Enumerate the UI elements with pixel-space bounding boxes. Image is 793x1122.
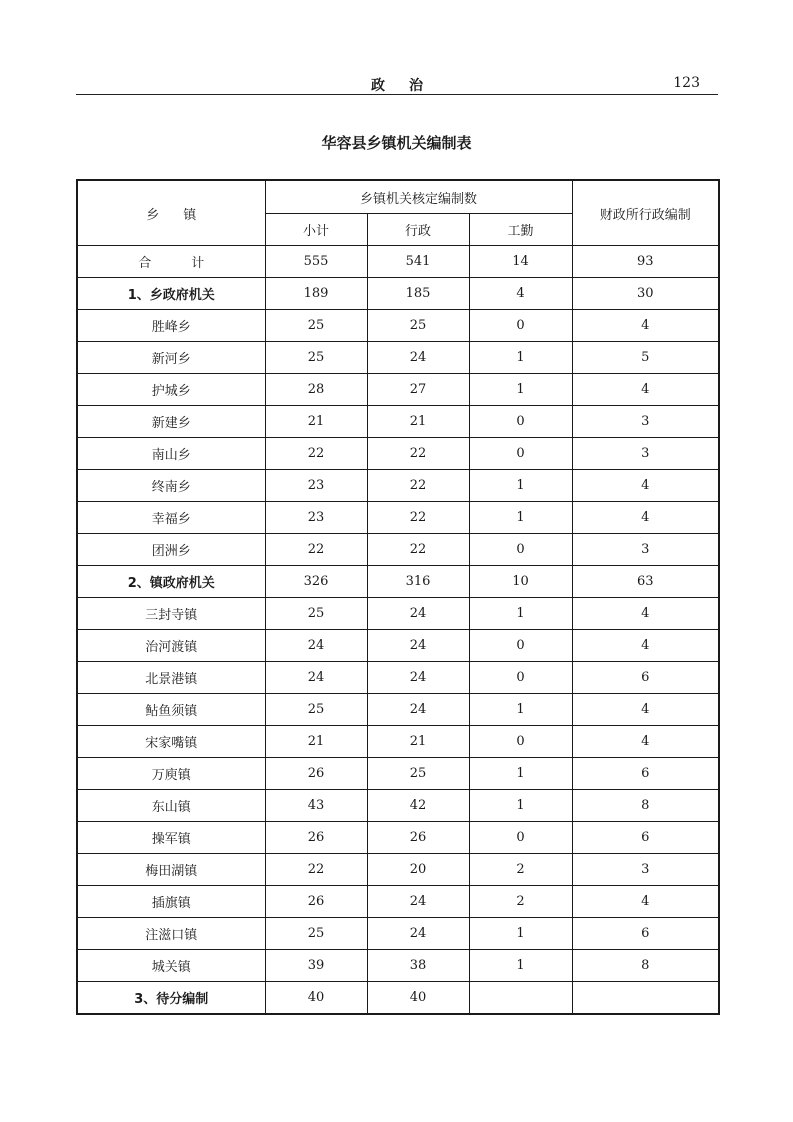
cell-workers: 14	[469, 246, 572, 278]
table-body	[77, 246, 719, 1015]
cell-workers: 10	[469, 566, 572, 598]
cell-township: 注滋口镇	[77, 918, 265, 950]
cell-admin: 38	[367, 950, 469, 982]
cell-township: 三封寺镇	[77, 598, 265, 630]
cell-workers: 1	[469, 790, 572, 822]
cell-subtotal: 25	[265, 694, 367, 726]
header-group-approved: 乡镇机关核定编制数	[265, 180, 572, 214]
cell-workers: 0	[469, 310, 572, 342]
cell-admin: 22	[367, 534, 469, 566]
cell-finance: 3	[572, 438, 719, 470]
cell-workers: 1	[469, 470, 572, 502]
cell-workers: 1	[469, 502, 572, 534]
cell-subtotal: 25	[265, 342, 367, 374]
cell-admin: 21	[367, 406, 469, 438]
cell-subtotal: 21	[265, 406, 367, 438]
cell-township: 宋家嘴镇	[77, 726, 265, 758]
cell-subtotal: 40	[265, 982, 367, 1015]
cell-township: 东山镇	[77, 790, 265, 822]
header-finance: 财政所行政编制	[572, 180, 719, 246]
cell-workers: 2	[469, 886, 572, 918]
cell-township: 幸福乡	[77, 502, 265, 534]
cell-workers: 0	[469, 662, 572, 694]
table-row	[77, 918, 719, 950]
cell-workers: 2	[469, 854, 572, 886]
cell-finance: 4	[572, 374, 719, 406]
cell-finance: 6	[572, 822, 719, 854]
cell-finance: 6	[572, 918, 719, 950]
cell-admin: 541	[367, 246, 469, 278]
table-row	[77, 278, 719, 310]
table-row	[77, 246, 719, 278]
cell-workers	[469, 982, 572, 1015]
header-admin: 行政	[367, 214, 469, 246]
cell-finance: 6	[572, 662, 719, 694]
cell-admin: 27	[367, 374, 469, 406]
cell-subtotal: 26	[265, 886, 367, 918]
cell-subtotal: 22	[265, 534, 367, 566]
cell-admin: 24	[367, 886, 469, 918]
cell-finance: 4	[572, 726, 719, 758]
cell-admin: 42	[367, 790, 469, 822]
cell-workers: 1	[469, 950, 572, 982]
cell-finance: 3	[572, 534, 719, 566]
cell-finance: 6	[572, 758, 719, 790]
cell-admin: 21	[367, 726, 469, 758]
table-row	[77, 502, 719, 534]
cell-finance: 63	[572, 566, 719, 598]
cell-subtotal: 189	[265, 278, 367, 310]
table-row	[77, 630, 719, 662]
table-row	[77, 758, 719, 790]
table-row	[77, 694, 719, 726]
table-row	[77, 982, 719, 1015]
cell-township: 新建乡	[77, 406, 265, 438]
cell-township: 操军镇	[77, 822, 265, 854]
cell-subtotal: 26	[265, 822, 367, 854]
cell-township: 鲇鱼须镇	[77, 694, 265, 726]
table-row	[77, 310, 719, 342]
cell-finance: 4	[572, 598, 719, 630]
cell-workers: 4	[469, 278, 572, 310]
cell-subtotal: 23	[265, 502, 367, 534]
cell-admin: 20	[367, 854, 469, 886]
cell-workers: 0	[469, 406, 572, 438]
cell-township: 合计	[77, 246, 265, 278]
cell-finance: 30	[572, 278, 719, 310]
section-title: 政治	[371, 78, 447, 94]
page-number: 123	[673, 75, 700, 91]
cell-subtotal: 326	[265, 566, 367, 598]
cell-subtotal: 21	[265, 726, 367, 758]
cell-admin: 22	[367, 438, 469, 470]
table-row	[77, 726, 719, 758]
table-title: 华容县乡镇机关编制表	[321, 134, 472, 152]
header-township: 乡镇	[77, 180, 265, 246]
cell-workers: 0	[469, 822, 572, 854]
cell-subtotal: 22	[265, 854, 367, 886]
table-row	[77, 886, 719, 918]
cell-admin: 25	[367, 758, 469, 790]
cell-admin: 185	[367, 278, 469, 310]
cell-finance: 5	[572, 342, 719, 374]
table-row	[77, 470, 719, 502]
cell-finance: 93	[572, 246, 719, 278]
cell-township: 万庾镇	[77, 758, 265, 790]
cell-subtotal: 24	[265, 662, 367, 694]
cell-township: 团洲乡	[77, 534, 265, 566]
cell-workers: 1	[469, 374, 572, 406]
cell-subtotal: 25	[265, 918, 367, 950]
cell-admin: 24	[367, 630, 469, 662]
cell-finance: 4	[572, 694, 719, 726]
header-workers: 工勤	[469, 214, 572, 246]
cell-finance: 4	[572, 310, 719, 342]
cell-subtotal: 43	[265, 790, 367, 822]
cell-finance: 8	[572, 790, 719, 822]
table-row	[77, 566, 719, 598]
cell-subtotal: 39	[265, 950, 367, 982]
cell-workers: 1	[469, 758, 572, 790]
cell-workers: 1	[469, 342, 572, 374]
table-row	[77, 662, 719, 694]
cell-subtotal: 25	[265, 598, 367, 630]
staffing-table	[76, 179, 720, 1015]
cell-finance: 4	[572, 470, 719, 502]
cell-township: 城关镇	[77, 950, 265, 982]
cell-township: 3、待分编制	[77, 982, 265, 1015]
cell-township: 胜峰乡	[77, 310, 265, 342]
table-row	[77, 854, 719, 886]
cell-admin: 24	[367, 598, 469, 630]
cell-subtotal: 28	[265, 374, 367, 406]
table-row	[77, 342, 719, 374]
table-row	[77, 374, 719, 406]
cell-township: 1、乡政府机关	[77, 278, 265, 310]
cell-township: 梅田湖镇	[77, 854, 265, 886]
cell-workers: 0	[469, 726, 572, 758]
cell-township: 2、镇政府机关	[77, 566, 265, 598]
cell-admin: 24	[367, 694, 469, 726]
table-row	[77, 598, 719, 630]
cell-finance: 4	[572, 886, 719, 918]
cell-subtotal: 24	[265, 630, 367, 662]
cell-subtotal: 26	[265, 758, 367, 790]
header-subtotal: 小计	[265, 214, 367, 246]
cell-admin: 24	[367, 662, 469, 694]
cell-workers: 1	[469, 598, 572, 630]
cell-admin: 316	[367, 566, 469, 598]
cell-admin: 22	[367, 502, 469, 534]
cell-finance: 4	[572, 502, 719, 534]
cell-township: 新河乡	[77, 342, 265, 374]
table-row	[77, 438, 719, 470]
cell-workers: 1	[469, 918, 572, 950]
table-row	[77, 790, 719, 822]
cell-admin: 40	[367, 982, 469, 1015]
cell-workers: 0	[469, 438, 572, 470]
cell-township: 南山乡	[77, 438, 265, 470]
cell-township: 护城乡	[77, 374, 265, 406]
cell-admin: 25	[367, 310, 469, 342]
cell-subtotal: 23	[265, 470, 367, 502]
cell-township: 北景港镇	[77, 662, 265, 694]
cell-finance	[572, 982, 719, 1015]
cell-township: 插旗镇	[77, 886, 265, 918]
cell-admin: 26	[367, 822, 469, 854]
cell-township: 治河渡镇	[77, 630, 265, 662]
cell-subtotal: 25	[265, 310, 367, 342]
table-row	[77, 406, 719, 438]
cell-subtotal: 555	[265, 246, 367, 278]
cell-finance: 8	[572, 950, 719, 982]
cell-finance: 3	[572, 854, 719, 886]
cell-workers: 0	[469, 534, 572, 566]
table-row	[77, 822, 719, 854]
cell-township: 终南乡	[77, 470, 265, 502]
cell-subtotal: 22	[265, 438, 367, 470]
cell-finance: 3	[572, 406, 719, 438]
cell-admin: 24	[367, 918, 469, 950]
cell-workers: 1	[469, 694, 572, 726]
table-row	[77, 534, 719, 566]
table-row	[77, 950, 719, 982]
cell-finance: 4	[572, 630, 719, 662]
cell-admin: 22	[367, 470, 469, 502]
page-header	[76, 72, 718, 95]
cell-workers: 0	[469, 630, 572, 662]
cell-admin: 24	[367, 342, 469, 374]
